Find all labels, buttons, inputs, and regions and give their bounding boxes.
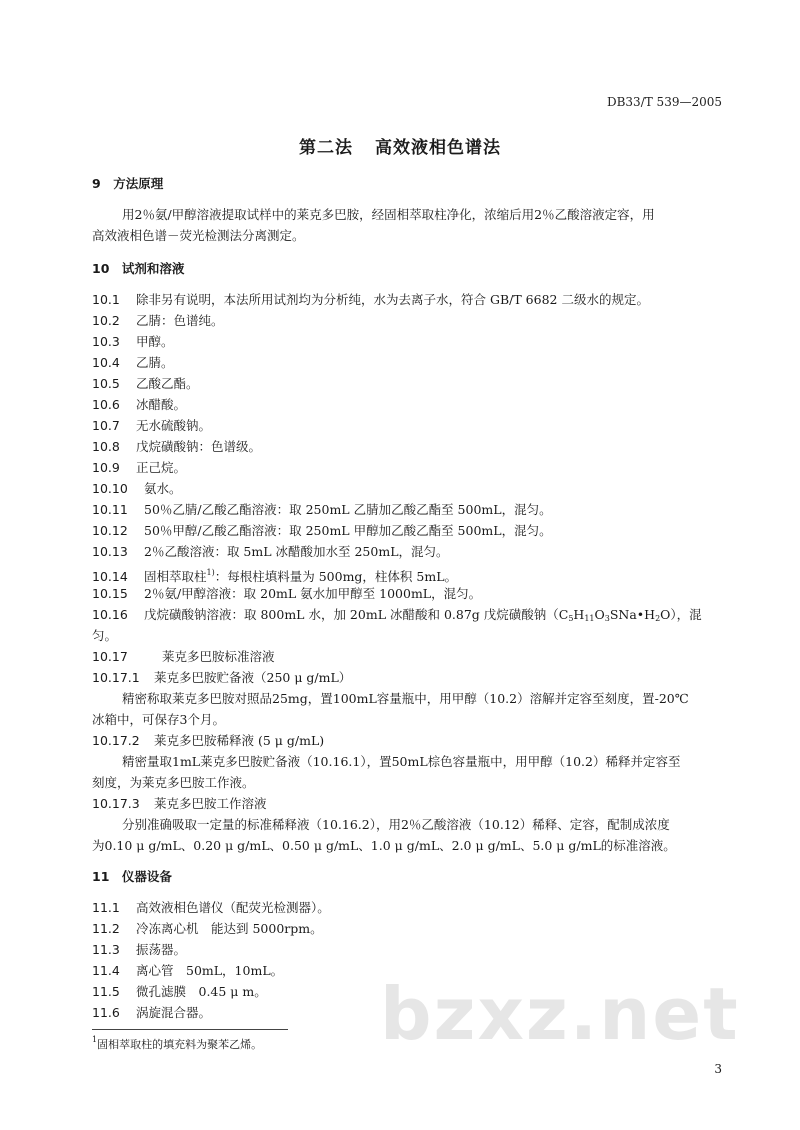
list-item-10-16-cont: 匀。	[92, 628, 118, 643]
list-item: 11.4 离心管 50mL，10mL。	[92, 963, 284, 978]
list-item: 10.11 50％乙腈/乙酸乙酯溶液：取 250mL 乙腈加乙酸乙酯至 500mL，混匀。	[92, 502, 552, 517]
list-item: 10.6 冰醋酸。	[92, 397, 187, 412]
list-item: 11.3 振荡器。	[92, 942, 187, 957]
section-9-para-line2: 高效液相色谱－荧光检测法分离测定。	[92, 228, 305, 243]
para-10-17-1-line2: 冰箱中，可保存3个月。	[92, 712, 225, 727]
page-title	[0, 133, 800, 158]
para-10-17-2-line2: 刻度，为莱克多巴胺工作液。	[92, 775, 255, 790]
para-10-17-3-line2: 为0.10 μ g/mL、0.20 μ g/mL、0.50 μ g/mL、1.0 μ g/mL、2.0 μ g/mL、5.0 μ g/mL的标准溶液。	[92, 838, 676, 853]
watermark: bzxz.net	[380, 972, 740, 1056]
title-part1: 第二法	[299, 138, 353, 158]
para-10-17-3-line1: 分别准确吸取一定量的标准稀释液（10.16.2），用2％乙酸溶液（10.12）稀释、定容，配制成浓度	[122, 817, 670, 832]
section-9-para-line1: 用2％氨/甲醇溶液提取试样中的莱克多巴胺，经固相萃取柱净化，浓缩后用2％乙酸溶液定容，用	[122, 207, 655, 222]
para-10-17-2-line1: 精密量取1mL莱克多巴胺贮备液（10.16.1），置50mL棕色容量瓶中，用甲醇（10.2）稀释并定容至	[122, 754, 681, 769]
footnote-divider	[92, 1029, 288, 1030]
page-number: 3	[714, 1062, 722, 1076]
list-item-10-16: 10.16 戊烷磺酸钠溶液：取 800mL 水，加 20mL 冰醋酸和 0.87g 戊烷磺酸钠$(C_5H_{11}O_3SNa•H_2O)$，混	[92, 607, 702, 623]
section-9-heading: 9 方法原理	[92, 176, 164, 191]
list-item-10-17: 10.17 莱克多巴胺标准溶液	[92, 649, 275, 664]
list-item: 10.3 甲醇。	[92, 334, 174, 349]
list-item: 11.2 冷冻离心机 能达到 5000rpm。	[92, 921, 323, 936]
list-item: 11.6 涡旋混合器。	[92, 1005, 212, 1020]
list-item: 10.1 除非另有说明，本法所用试剂均为分析纯，水为去离子水，符合 GB/T 6682 二级水的规定。	[92, 292, 649, 307]
list-item-10-17-1: 10.17.1 莱克多巴胺贮备液（250 μ g/mL）	[92, 670, 352, 685]
list-item: 10.9 正己烷。	[92, 460, 187, 475]
list-item: 10.7 无水硫酸钠。	[92, 418, 212, 433]
list-item: 10.13 2％乙酸溶液：取 5mL 冰醋酸加水至 250mL，混匀。	[92, 544, 449, 559]
list-item: 10.4 乙腈。	[92, 355, 174, 370]
list-item: 10.2 乙腈：色谱纯。	[92, 313, 224, 328]
list-item: 10.8 戊烷磺酸钠：色谱级。	[92, 439, 262, 454]
list-item-10-17-2: 10.17.2 莱克多巴胺稀释液 (5 μ g/mL)	[92, 733, 325, 748]
section-11-heading: 11 仪器设备	[92, 869, 172, 884]
standard-code: DB33/T 539—2005	[606, 95, 722, 109]
list-item: 10.10 氨水。	[92, 481, 182, 496]
footnote-mark: 1	[92, 1035, 98, 1044]
list-item: 10.12 50％甲醇/乙酸乙酯溶液：取 250mL 甲醇加乙酸乙酯至 500mL，混匀。	[92, 523, 552, 538]
section-10-heading: 10 试剂和溶液	[92, 261, 185, 276]
list-item-10-15: 10.15 2％氨/甲醇溶液：取 20mL 氨水加甲醇至 1000mL，混匀。	[92, 586, 482, 601]
list-item: 10.5 乙酸乙酯。	[92, 376, 199, 391]
list-item-10-17-3: 10.17.3 莱克多巴胺工作溶液	[92, 796, 267, 811]
footnote-ref: 1)	[206, 568, 215, 577]
title-part2: 高效液相色谱法	[375, 138, 501, 158]
list-item-10-14: 10.14 固相萃取柱$^{1)}$：每根柱填料量为 500mg，柱体积 5mL。	[92, 568, 458, 584]
footnote: $^1$固相萃取柱的填充料为聚苯乙烯。	[92, 1035, 263, 1051]
list-item: 11.5 微孔滤膜 0.45 μ m。	[92, 984, 267, 999]
list-item: 11.1 高效液相色谱仪（配荧光检测器）。	[92, 900, 330, 915]
para-10-17-1-line1: 精密称取莱克多巴胺对照品25mg，置100mL容量瓶中，用甲醇（10.2）溶解并定容至刻度，置-20℃	[122, 691, 689, 706]
